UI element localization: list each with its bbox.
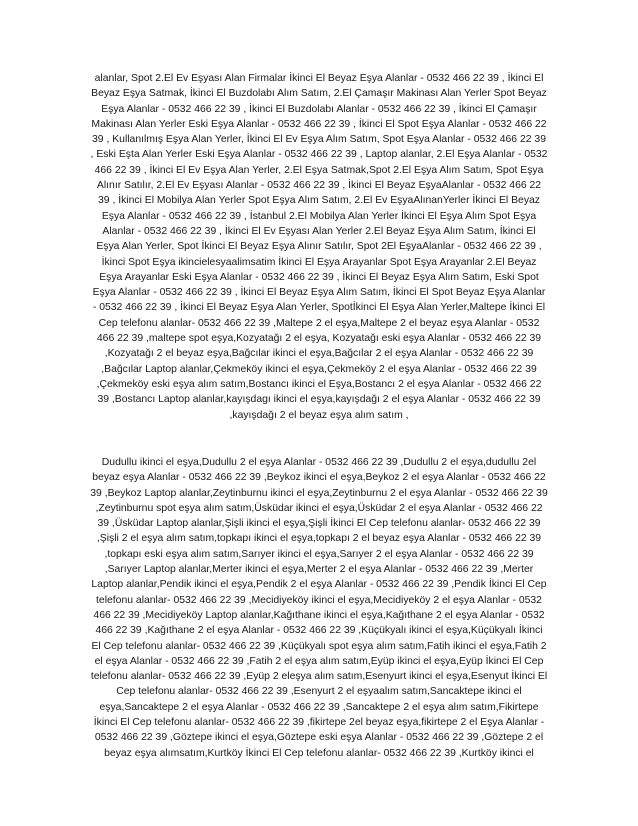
body-paragraph-1: alanlar, Spot 2.El Ev Eşyası Alan Firmalar İkinci El Beyaz Eşya Alanlar - 0532 466 22 39 , İkinci El Beyaz Eşya Satmak, İkinci El Buzdolabı Alım Satım, 2.El Çamaşır Makinası Alan Yerler Spot Beyaz Eşya Alanlar - 0532 466 22 39 , İkinci El Buzdolabı Alanlar - 0532 466 22 39 , İkinci El Çamaşır Makinası Alan Yerler Eski Eşya Alanlar - 0532 466 22 39 , İkinci El Spot Eşya Alanlar - 0532 466 22 39 , Kullanılmış Eşya Alan Yerler, İkinci El Ev Eşya Alım Satım, Spot Eşya Alanlar - 0532 466 22 39 , Eski Eşta Alan Yerler Eski Eşya Alanlar - 0532 466 22 39 , Laptop alanlar, 2.El Eşya Alanlar - 0532 466 22 39 , İkinci El Ev Eşya Alan Yerler, 2.El Eşya Satmak,Spot 2.El Eşya Alım Satım, Spot Eşya Alınır Satılır, 2.El Ev Eşyası Alanlar - 0532 466 22 39 , İkinci El Beyaz EşyaAlanlar - 0532 466 22 39 , İkinci El Mobilya Alan Yerler Spot Eşya Alım Satım, 2.El Ev EşyaAlınanYerler İkinci El Beyaz Eşya Alanlar - 0532 466 22 39 , İstanbul 2.El Mobilya Alan Yerler İkinci El Eşya Alım Spot Eşya Alanlar - 0532 466 22 39 , İkinci El Ev Eşyası Alan Yerler 2.El Beyaz Eşya Alım Satım, İkinci El Eşya Alan Yerler, Spot İkinci El Beyaz Eşya Alınır Satılır, Spot 2El EşyaAlanlar - 0532 466 22 39 , İkinci Spot Eşya ikincielesyaalimsatim İkinci El Eşya Arayanlar Spot Eşya Arayanlar 2.El Beyaz Eşya Arayanlar Eski Eşya Alanlar - 0532 466 22 39 , İkinci El Beyaz Eşya Alım Satım, Eski Spot Eşya Alanlar - 0532 466 22 39 , İkinci El Beyaz Eşya Alım Satım, İkinci El Spot Beyaz Eşya Alanlar - 0532 466 22 39 , İkinci El Beyaz Eşya Alan Yerler, Spotİkinci El Eşya Alan Yerler,Maltepe İkinci El Cep telefonu alanlar- 0532 466 22 39 ,Maltepe 2 el eşya,Maltepe 2 el beyaz eşya Alanlar - 0532 466 22 39 ,maltepe spot eşya,Kozyatağı 2 el eşya, Kozyatağı eski eşya Alanlar - 0532 466 22 39 ,Kozyatağı 2 el beyaz eşya,Bağcılar ikinci el eşya,Bağcılar 2 el eşya Alanlar - 0532 466 22 39 ,Bağcılar Laptop alanlar,Çekmeköy ikinci el eşya,Çekmeköy 2 el eşya Alanlar - 0532 466 22 39 ,Çekmeköy eski eşya alım satım,Bostancı ikinci el Eşya,Bostancı 2 el eşya Alanlar - 0532 466 22 39 ,Bostancı Laptop alanlar,kayışdagı ikinci el eşya,kayışdağı 2 el eşya Alanlar - 0532 466 22 39 ,kayışdağı 2 el beyaz eşya alım satım , <box>90 73 548 421</box>
body-paragraph-2: Dudullu ikinci el eşya,Dudullu 2 el eşya Alanlar - 0532 466 22 39 ,Dudullu 2 el eşya,dudullu 2el beyaz eşya Alanlar - 0532 466 22 39 ,Beykoz ikinci el eşya,Beykoz 2 el eşya Alanlar - 0532 466 22 39 ,Beykoz Laptop alanlar,Zeytinburnu ikinci el eşya,Zeytinburnu 2 el eşya Alanlar - 0532 466 22 39 ,Zeytinburnu spot eşya alım satım,Üsküdar ikinci el eşya,Üsküdar 2 el eşya Alanlar - 0532 466 22 39 ,Üsküdar Laptop alanlar,Şişli ikinci el eşya,Şişli İkinci El Cep telefonu alanlar- 0532 466 22 39 ,Şişli 2 el eşya alım satım,topkapı ikinci el eşya,topkapı 2 el beyaz eşya Alanlar - 0532 466 22 39 ,topkapı eski eşya alım satım,Sarıyer ikinci el eşya,Sarıyer 2 el eşya Alanlar - 0532 466 22 39 ,Sarıyer Laptop alanlar,Merter ikinci el eşya,Merter 2 el eşya Alanlar - 0532 466 22 39 ,Merter Laptop alanlar,Pendik ikinci el eşya,Pendik 2 el eşya Alanlar - 0532 466 22 39 ,Pendik İkinci El Cep telefonu alanlar- 0532 466 22 39 ,Mecidiyeköy ikinci el eşya,Mecidiyeköy 2 el eşya Alanlar - 0532 466 22 39 ,Mecidiyeköy Laptop alanlar,Kağıthane ikinci el eşya,Kağıthane 2 el eşya Alanlar - 0532 466 22 39 ,Kağıthane 2 el eşya Alanlar - 0532 466 22 39 ,Küçükyalı ikinci el eşya,Küçükyalı İkinci El Cep telefonu alanlar- 0532 466 22 39 ,Küçükyalı spot eşya alım satım,Fatih ikinci el eşya,Fatih 2 el eşya Alanlar - 0532 466 22 39 ,Fatih 2 el eşya alım satım,Eyüp ikinci el eşya,Eyüp İkinci El Cep telefonu alanlar- 0532 466 22 39 ,Eyüp 2 eleşya alım satım,Esenyurt ikinci el eşya,Esenyut İkinci El Cep telefonu alanlar- 0532 466 22 39 ,Esenyurt 2 el eşyaalım satım,Sancaktepe ikinci el eşya,Sancaktepe 2 el eşya Alanlar - 0532 466 22 39 ,Sancaktepe 2 el eşya alım satım,Fikirtepe İkinci El Cep telefonu alanlar- 0532 466 22 39 ,fikirtepe 2el beyaz eşya,fikirtepe 2 el Eşya Alanlar - 0532 466 22 39 ,Göztepe ikinci el eşya,Göztepe eski eşya Alanlar - 0532 466 22 39 ,Göztepe 2 el beyaz eşya alımsatım,Kurtköy İkinci El Cep telefonu alanlar- 0532 466 22 39 ,Kurtköy ikinci el <box>90 457 548 759</box>
